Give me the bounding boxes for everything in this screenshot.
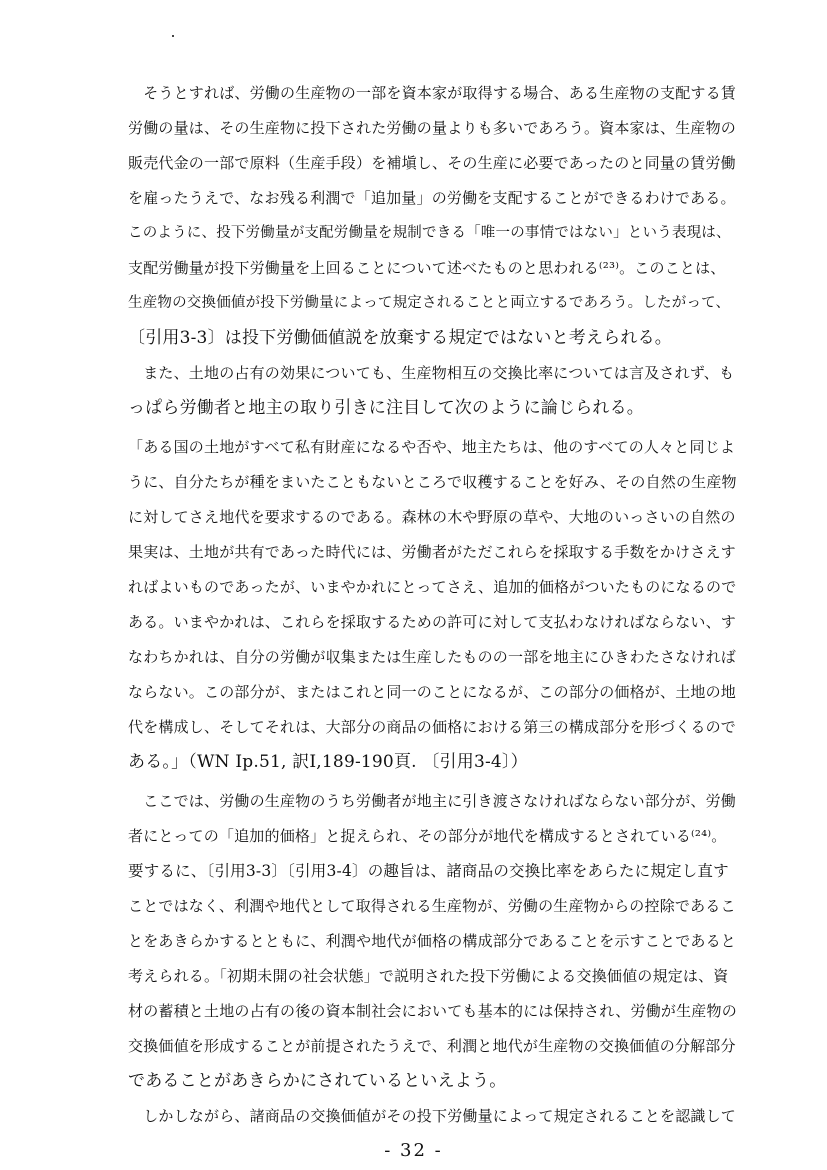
- text-line-18: 交換価値を形成することが前提されたうえで、利潤と地代が生産物の交換価値の分解部分: [128, 1037, 736, 1055]
- quote-line-2: うに、自分たちが種をまいたこともないところで収穫することを好み、その自然の生産物: [128, 473, 737, 491]
- text-line-7: 生産物の交換価値が投下労働量によって規定されることと両立するであろう。したがって、: [128, 295, 731, 311]
- text-line-4: を雇ったうえで、なお残る利潤で「追加量」の労働を支配することができるわけである。: [128, 189, 736, 207]
- text-line-9: また、土地の占有の効果についても、生産物相互の交換比率については言及されず、も: [128, 364, 735, 382]
- text-line-16: 考えられる。「初期未開の社会状態」で説明された投下労働による交換価値の規定は、資: [128, 967, 729, 985]
- quote-line-8: ならない。この部分が、またはこれと同一のことになるが、この部分の価格が、土地の地: [128, 683, 737, 701]
- text-line-3: 販売代金の一部で原料（生産手段）を補塡し、その生産に必要であったのと同量の賃労働: [128, 154, 736, 172]
- text-line-20: しかしながら、諸商品の交換価値がその投下労働量によって規定されることを認識して: [128, 1107, 737, 1125]
- text-line-17: 材の蓄積と土地の占有の後の資本制社会においても基本的には保持され、労働が生産物の: [128, 1002, 737, 1020]
- text-line-2: 労働の量は、その生産物に投下された労働の量よりも多いであろう。資本家は、生産物の: [128, 119, 737, 137]
- quote-line-1: 「ある国の土地がすべて私有財産になるや否や、地主たちは、他のすべての人々と同じよ: [128, 438, 736, 456]
- text-line-5: このように、投下労働量が支配労働量を規制できる「唯一の事情ではない」という表現は、: [128, 225, 731, 241]
- quote-line-5: ればよいものであったが、いまやかれにとってさえ、追加的価格がついたものになるので: [128, 578, 737, 596]
- quote-line-9: 代を構成し、そしてそれは、大部分の商品の価格における第三の構成部分を形づくるので: [128, 718, 737, 736]
- text-line-8: 〔引用3-3〕は投下労働価値説を放棄する規定ではないと考えられる。: [128, 328, 672, 348]
- quote-line-7: なわちかれは、自分の労働が収集または生産したものの一部を地主にひきわたさなければ: [128, 648, 737, 666]
- text-line-19: であることがあきらかにされているといえよう。: [128, 1071, 507, 1091]
- text-line-1: そうとすれば、労働の生産物の一部を資本家が取得する場合、ある生産物の支配する賃: [128, 84, 737, 102]
- text-line-11: ここでは、労働の生産物のうち労働者が地主に引き渡さなければならない部分が、労働: [128, 792, 737, 810]
- text-line-13: 要するに、〔引用3-3〕〔引用3-4〕の趣旨は、諸商品の交換比率をあらたに規定し直す: [128, 862, 729, 880]
- text-line-6: 支配労働量が投下労働量を上回ることについて述べたものと思われる⁽²³⁾。このことは、: [128, 259, 726, 277]
- text-line-12: 者にとっての「追加的価格」と捉えられ、その部分が地代を構成するとされている⁽²⁴⁾。: [128, 827, 727, 845]
- quote-line-4: 果実は、土地が共有であった時代には、労働者がただこれらを採取する手数をかけさえす: [128, 543, 736, 561]
- quote-line-3: に対してさえ地代を要求するのである。森林の木や野原の草や、大地のいっさいの自然の: [128, 508, 736, 526]
- quote-line-10: ある。」（WN Ⅰp.51, 訳Ⅰ,189-190頁. 〔引用3-4〕）: [128, 752, 528, 772]
- text-line-14: ことではなく、利潤や地代として取得される生産物が、労働の生産物からの控除であるこ: [128, 897, 736, 915]
- quote-line-6: ある。いまやかれは、これらを採取するための許可に対して支払わなければならない、す: [128, 613, 737, 631]
- page-number: - 32 -: [384, 1140, 443, 1161]
- text-line-10: っぱら労働者と地主の取り引きに注目して次のように論じられる。: [128, 398, 644, 418]
- scan-speck: [172, 35, 174, 37]
- text-line-15: とをあきらかするとともに、利潤や地代が価格の構成部分であることを示すことであると: [128, 932, 737, 950]
